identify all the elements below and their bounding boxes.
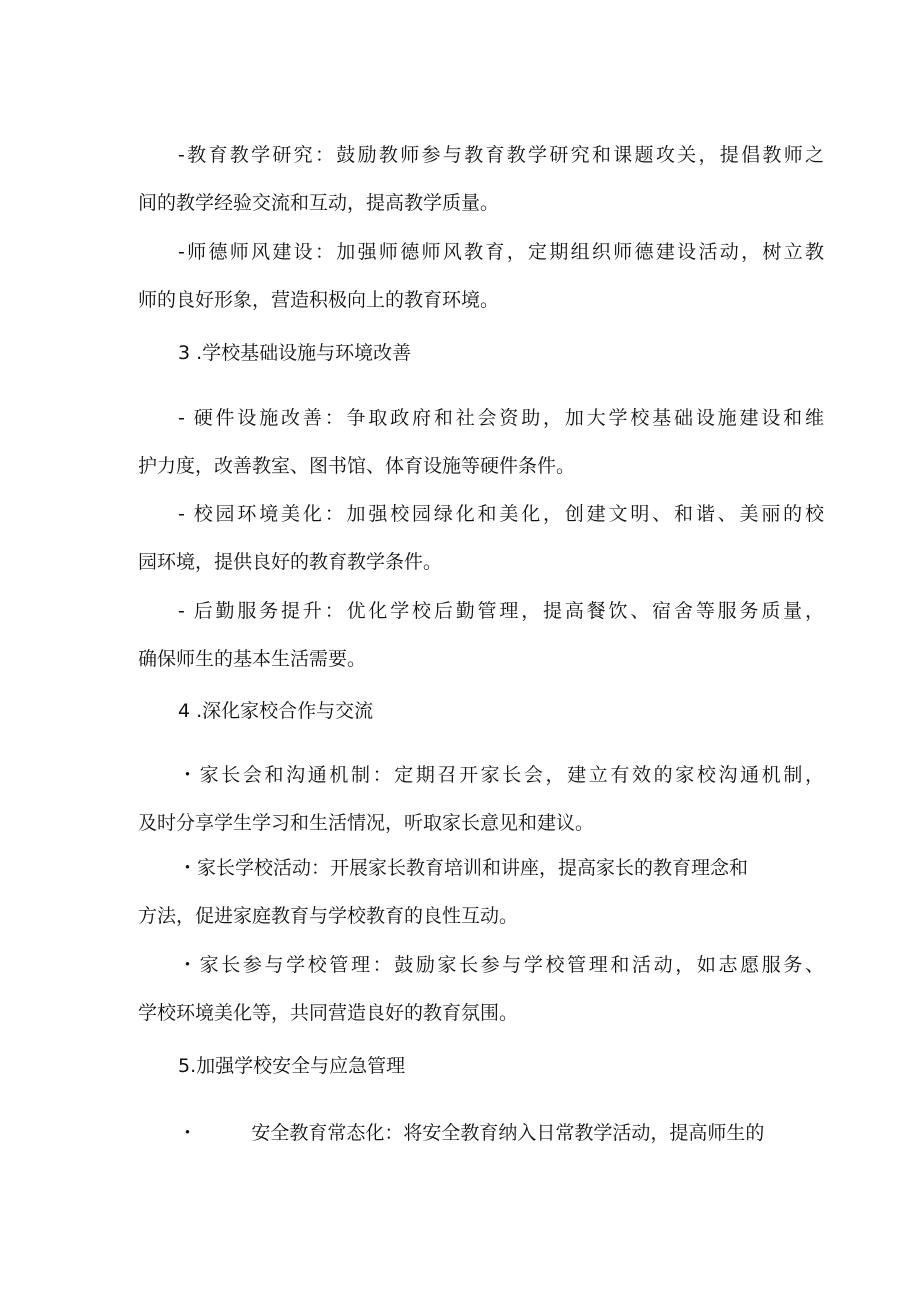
paragraph-parent-meeting-line1: ・家长会和沟通机制：定期召开家长会，建立有效的家校沟通机制，: [178, 764, 824, 786]
section-heading-4: 4 .深化家校合作与交流: [178, 700, 374, 722]
section-heading-5: 5.加强学校安全与应急管理: [178, 1055, 406, 1077]
paragraph-parent-school-line1: ・家长学校活动：开展家长教育培训和讲座，提高家长的教育理念和: [178, 857, 749, 879]
paragraph-logistics-line2: 确保师生的基本生活需要。: [138, 648, 367, 670]
paragraph-teaching-research-line2: 间的教学经验交流和互动，提高教学质量。: [138, 192, 500, 214]
paragraph-parent-meeting-line2: 及时分享学生学习和生活情况，听取家长意见和建议。: [138, 812, 595, 834]
paragraph-parent-management-line1: ・家长参与学校管理：鼓励家长参与学校管理和活动，如志愿服务、: [178, 954, 824, 976]
paragraph-teacher-ethics-line1: -师德师风建设：加强师德师风教育，定期组织师德建设活动，树立教: [178, 241, 824, 263]
paragraph-campus-environment-line2: 园环境，提供良好的教育教学条件。: [138, 551, 443, 573]
paragraph-parent-school-line2: 方法，促进家庭教育与学校教育的良性互动。: [138, 905, 519, 927]
paragraph-campus-environment-line1: - 校园环境美化：加强校园绿化和美化，创建文明、和谐、美丽的校: [178, 503, 824, 525]
paragraph-hardware-line2: 护力度，改善教室、图书馆、体育设施等硬件条件。: [138, 455, 576, 477]
paragraph-logistics-line1: - 后勤服务提升：优化学校后勤管理，提高餐饮、宿舍等服务质量，: [178, 600, 824, 622]
paragraph-safety-education-line1: ・ 安全教育常态化：将安全教育纳入日常教学活动，提高师生的: [178, 1122, 765, 1144]
section-heading-3: 3 .学校基础设施与环境改善: [178, 342, 412, 364]
paragraph-teacher-ethics-line2: 师的良好形象，营造积极向上的教育环境。: [138, 289, 500, 311]
paragraph-parent-management-line2: 学校环境美化等，共同营造良好的教育氛围。: [138, 1002, 519, 1024]
paragraph-hardware-line1: - 硬件设施改善：争取政府和社会资助，加大学校基础设施建设和维: [178, 407, 824, 429]
paragraph-teaching-research-line1: -教育教学研究：鼓励教师参与教育教学研究和课题攻关，提倡教师之: [178, 144, 824, 166]
